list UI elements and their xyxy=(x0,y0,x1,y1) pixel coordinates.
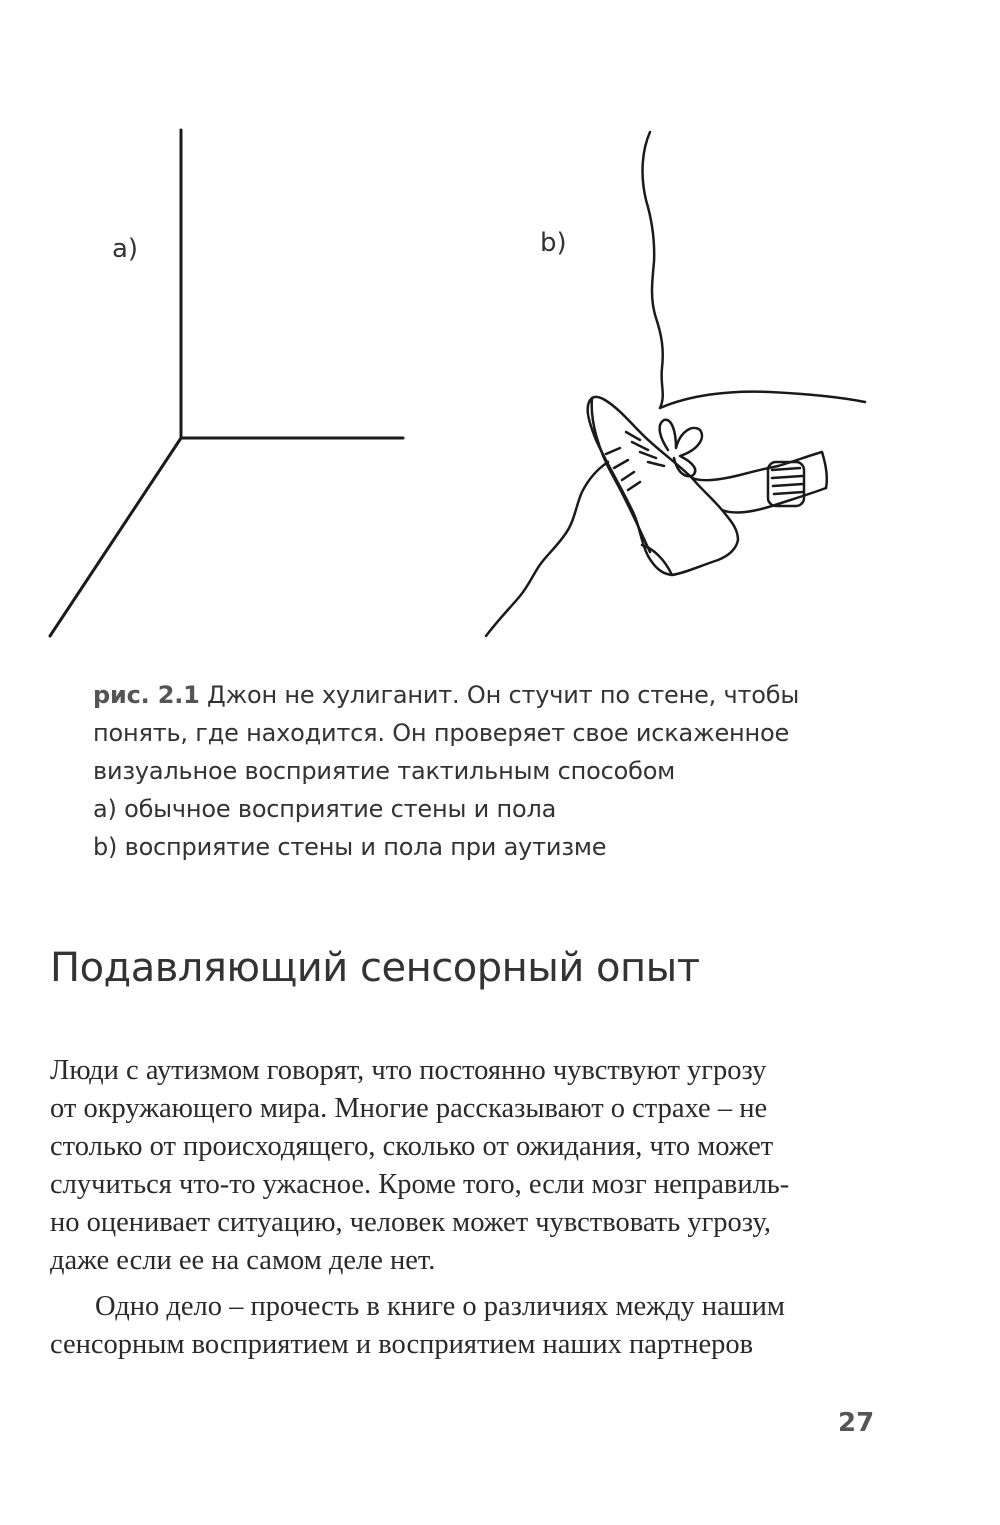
sock-lower xyxy=(722,488,826,513)
shoe-sole-line xyxy=(592,398,650,552)
figure-label-b: b) xyxy=(540,228,567,258)
paragraph-line: но оценивает ситуацию, человек может чувствовать угрозу, xyxy=(50,1207,771,1238)
caption-line: a) обычное восприятие стены и пола xyxy=(93,795,557,823)
paragraph-line: Одно дело – прочесть в книге о различиях между нашим xyxy=(95,1291,785,1322)
figure-caption xyxy=(93,676,893,866)
page-number: 27 xyxy=(838,1408,875,1438)
body-text xyxy=(50,1052,890,1364)
shoe-outline xyxy=(588,397,738,575)
figure-illustration xyxy=(0,0,1000,660)
paragraph-line: даже если ее на самом деле нет. xyxy=(50,1245,436,1276)
shoe-stripe xyxy=(622,472,634,480)
cuff-stripe xyxy=(773,484,803,486)
figure-drawing xyxy=(0,0,1000,660)
caption-text: Джон не хулиганит. Он стучит по стене, чтобы xyxy=(199,681,800,709)
caption-line xyxy=(93,676,893,714)
caption-line: понять, где находится. Он проверяет свое искаженное xyxy=(93,719,790,747)
paragraph-gap xyxy=(50,1280,890,1288)
shoe-stripe xyxy=(606,448,620,454)
shoe-stripe xyxy=(614,460,628,468)
paragraph-line: сенсорным восприятием и восприятием наших партнеров xyxy=(50,1329,754,1360)
normal-corner-drawing xyxy=(50,130,403,636)
shoe-lace xyxy=(640,452,656,458)
paragraph-line: от окружающего мира. Многие рассказывают о страхе – не xyxy=(50,1093,768,1124)
wavy-wall-line xyxy=(643,132,663,408)
sock-outline xyxy=(692,466,778,480)
shoe-lace xyxy=(626,432,640,440)
wavy-upper-line xyxy=(660,392,865,408)
cuff-stripe xyxy=(774,492,803,494)
paragraph-line: столько от происходящего, сколько от ожидания, что может xyxy=(50,1131,774,1162)
distorted-wall-drawing xyxy=(486,132,865,636)
cuff-stripe xyxy=(772,468,800,470)
figure-number: рис. 2.1 xyxy=(93,681,200,709)
cuff-stripe xyxy=(772,476,802,478)
shoe-stripe xyxy=(628,482,640,490)
corner-diagonal-line xyxy=(50,438,181,636)
caption-line: визуальное восприятие тактильным способом xyxy=(93,757,676,785)
shoe-lace xyxy=(648,462,664,466)
figure-label-a: a) xyxy=(112,234,139,264)
paragraph-line: случиться что-то ужасное. Кроме того, если мозг неправиль- xyxy=(50,1169,790,1200)
paragraph-line: Люди с аутизмом говорят, что постоянно чувствуют угрозу xyxy=(50,1055,767,1086)
leg-end xyxy=(822,452,827,488)
shoe-lace xyxy=(632,442,648,450)
wavy-floor-line xyxy=(486,462,608,636)
caption-line: b) восприятие стены и пола при аутизме xyxy=(93,833,607,861)
section-heading: Подавляющий сенсорный опыт xyxy=(50,945,700,991)
